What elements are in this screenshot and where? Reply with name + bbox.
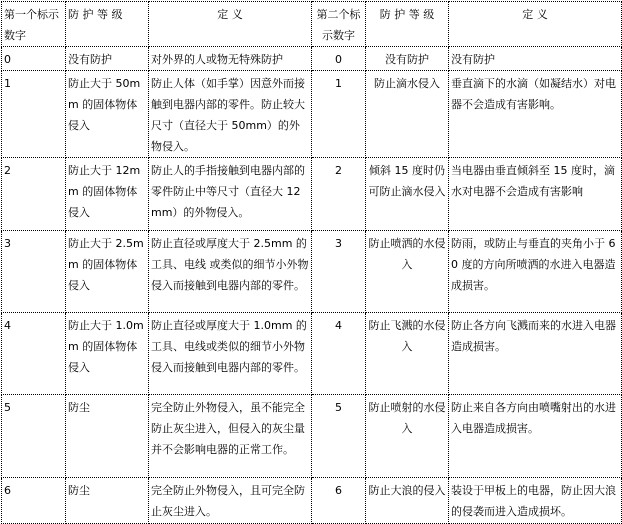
first-digit-cell: 1 xyxy=(2,71,66,158)
first-level-cell: 防尘 xyxy=(66,478,149,524)
first-definition-cell: 防止人体（如手掌）因意外而接触到电器内部的零件。防止较大尺寸（直径大于 50mm）的外物侵入。 xyxy=(149,71,312,158)
first-definition-cell: 防止直径或厚度大于 2.5mm 的工具、电线 或类似的细节小外物侵入而接触到电器内部的零件。 xyxy=(149,231,312,313)
first-digit-cell: 5 xyxy=(2,395,66,478)
second-digit-cell: 4 xyxy=(312,313,366,395)
second-digit-cell: 1 xyxy=(312,71,366,158)
first-digit-cell: 6 xyxy=(2,478,66,524)
second-digit-cell: 5 xyxy=(312,395,366,478)
second-level-cell: 防止大浪的侵入 xyxy=(366,478,449,524)
header-second-definition: 定 义 xyxy=(449,2,622,47)
second-digit-cell: 3 xyxy=(312,231,366,313)
header-second-digit: 第二个标示数字 xyxy=(312,2,366,47)
header-row xyxy=(2,2,622,47)
second-definition-cell: 防雨，或防止与垂直的夹角小于 60 度的方向所喷洒的水进入电器造成损害。 xyxy=(449,231,622,313)
header-first-definition: 定 义 xyxy=(149,2,312,47)
second-level-cell: 防止喷射的水侵入 xyxy=(366,395,449,478)
first-level-cell: 防止大于 1.0mm 的固体物体侵入 xyxy=(66,313,149,395)
second-level-cell: 防止飞溅的水侵入 xyxy=(366,313,449,395)
second-level-cell: 防止滴水侵入 xyxy=(366,71,449,158)
first-digit-cell: 4 xyxy=(2,313,66,395)
header-first-digit: 第一个标示数字 xyxy=(2,2,66,47)
table-row xyxy=(2,71,622,158)
header-second-level: 防 护 等 级 xyxy=(366,2,449,47)
second-digit-cell: 2 xyxy=(312,158,366,231)
table-row xyxy=(2,158,622,231)
first-level-cell: 防止大于 12mm 的固体物体侵入 xyxy=(66,158,149,231)
table-row xyxy=(2,47,622,71)
first-definition-cell: 对外界的人或物无特殊防护 xyxy=(149,47,312,71)
second-definition-cell: 防止来自各方向由喷嘴射出的水进入电器造成损害。 xyxy=(449,395,622,478)
header-first-level: 防 护 等 级 xyxy=(66,2,149,47)
first-definition-cell: 完全防止外物侵入，虽不能完全防止灰尘进入，但侵入的灰尘量并不会影响电器的正常工作。 xyxy=(149,395,312,478)
second-definition-cell: 没有防护 xyxy=(449,47,622,71)
second-definition-cell: 防止各方向飞溅而来的水进入电器造成损害。 xyxy=(449,313,622,395)
second-definition-cell: 装设于甲板上的电器，防止因大浪的侵袭而进入造成损坏。 xyxy=(449,478,622,524)
first-digit-cell: 0 xyxy=(2,47,66,71)
second-digit-cell: 0 xyxy=(312,47,366,71)
first-level-cell: 防止大于 50mm 的固体物体侵入 xyxy=(66,71,149,158)
table-row xyxy=(2,231,622,313)
ip-rating-table xyxy=(1,1,622,524)
table-row xyxy=(2,313,622,395)
table-row xyxy=(2,478,622,524)
second-definition-cell: 当电器由垂直倾斜至 15 度时，滴水对电器不会造成有害影响 xyxy=(449,158,622,231)
first-level-cell: 没有防护 xyxy=(66,47,149,71)
second-level-cell: 没有防护 xyxy=(366,47,449,71)
first-definition-cell: 防止直径或厚度大于 1.0mm 的工具、电线或类似的细节小外物侵入而接触到电器内部的零件。 xyxy=(149,313,312,395)
first-level-cell: 防尘 xyxy=(66,395,149,478)
first-digit-cell: 2 xyxy=(2,158,66,231)
first-definition-cell: 防止人的手指接触到电器内部的零件防止中等尺寸（直径大 12mm）的外物侵入。 xyxy=(149,158,312,231)
first-definition-cell: 完全防止外物侵入，且可完全防止灰尘进入。 xyxy=(149,478,312,524)
first-level-cell: 防止大于 2.5mm 的固体物体侵入 xyxy=(66,231,149,313)
first-digit-cell: 3 xyxy=(2,231,66,313)
second-level-cell: 倾斜 15 度时仍可防止滴水侵入 xyxy=(366,158,449,231)
second-definition-cell: 垂直滴下的水滴（如凝结水）对电器不会造成有害影响。 xyxy=(449,71,622,158)
second-level-cell: 防止喷洒的水侵入 xyxy=(366,231,449,313)
table-row xyxy=(2,395,622,478)
second-digit-cell: 6 xyxy=(312,478,366,524)
